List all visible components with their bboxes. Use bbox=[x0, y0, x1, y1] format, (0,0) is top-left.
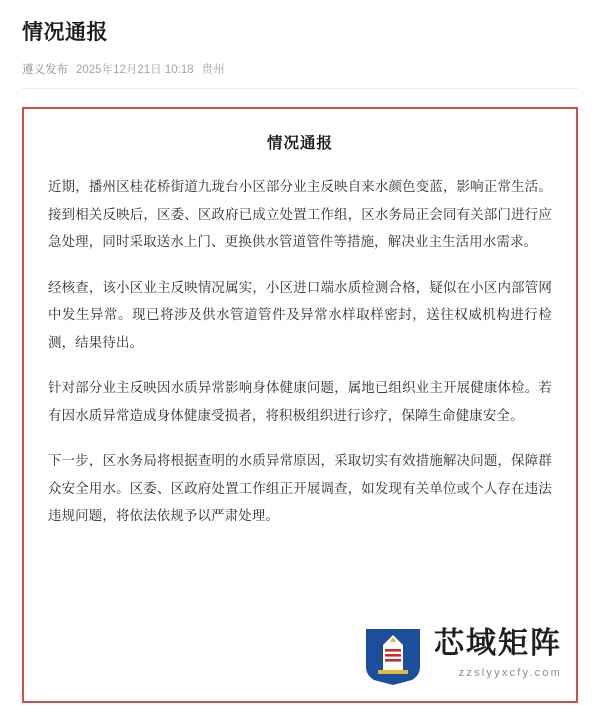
building-tower-icon bbox=[362, 623, 424, 685]
header-divider bbox=[22, 88, 578, 89]
article-header bbox=[0, 0, 600, 89]
meta-location: 贵州 bbox=[201, 64, 225, 77]
notice-card bbox=[22, 107, 578, 703]
notice-paragraph: 经核查，该小区业主反映情况属实，小区进口端水质检测合格，疑似在小区内部管网中发生异常。现已将涉及供水管道管件及异常水样取样密封，送往权威机构进行检测，结果待出。 bbox=[48, 279, 552, 350]
brand-url: zzslyyxcfy.com bbox=[458, 667, 562, 680]
meta-source[interactable]: 遵义发布 bbox=[22, 64, 68, 77]
article-meta bbox=[22, 61, 578, 77]
notice-body bbox=[24, 109, 576, 529]
watermark bbox=[362, 623, 562, 685]
notice-paragraph: 针对部分业主反映因水质异常影响身体健康问题，属地已组织业主开展健康体检。若有因水质异常造成身体健康受损者，将积极组织进行诊疗，保障生命健康安全。 bbox=[48, 380, 552, 423]
notice-paragraph: 近期，播州区桂花桥街道九珑台小区部分业主反映自来水颜色变蓝，影响正常生活。接到相关反映后，区委、区政府已成立处置工作组，区水务局正会同有关部门进行应急处理，同时采取送水上门、更换供水管道管件等措施，解决业主生活用水需求。 bbox=[48, 179, 552, 250]
page-title: 情况通报 bbox=[22, 21, 108, 44]
notice-title: 情况通报 bbox=[266, 135, 333, 153]
notice-paragraph: 下一步，区水务局将根据查明的水质异常原因，采取切实有效措施解决问题，保障群众安全用水。区委、区政府处置工作组正开展调查，如发现有关单位或个人存在违法违规问题，将依法依规予以严肃处理。 bbox=[48, 453, 552, 524]
watermark-text-block bbox=[434, 623, 562, 679]
brand-name: 芯域矩阵 bbox=[434, 627, 562, 661]
meta-timestamp: 2025年12月21日 10:18 bbox=[76, 64, 194, 77]
